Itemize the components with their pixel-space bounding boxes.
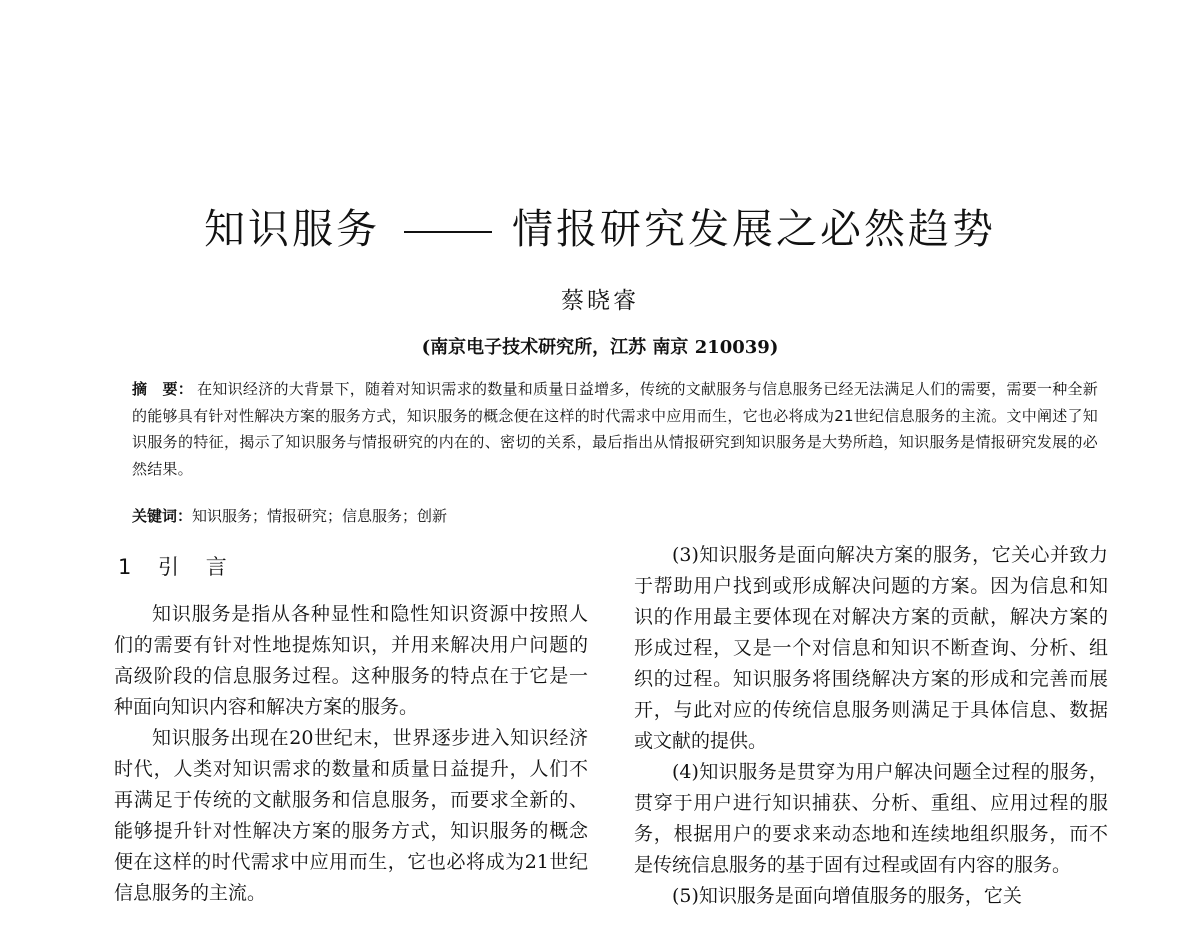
section-heading: 1 引 言 bbox=[118, 555, 237, 579]
abstract-label: 摘 要： bbox=[132, 380, 194, 398]
left-column bbox=[114, 540, 588, 909]
title-subtitle: 情报研究发展之必然趋势 bbox=[512, 205, 996, 253]
author-name: 蔡晓睿 bbox=[561, 288, 639, 314]
keywords-label: 关键词： bbox=[132, 507, 193, 525]
title-dash bbox=[404, 231, 492, 233]
keywords-text: 知识服务；情报研究；信息服务；创新 bbox=[192, 507, 448, 525]
keywords bbox=[132, 505, 1098, 526]
right-column bbox=[634, 540, 1108, 912]
title-main: 知识服务 bbox=[204, 205, 380, 253]
affiliation: (南京电子技术研究所，江苏 南京 210039) bbox=[421, 337, 779, 358]
body-paragraph: (5)知识服务是面向增值服务的服务，它关 bbox=[672, 885, 1022, 907]
paper-title bbox=[0, 196, 1200, 255]
abstract-text: 在知识经济的大背景下，随着对知识需求的数量和质量日益增多，传统的文献服务与信息服务已经无法满足人们的需要，需要一种全新的能够具有针对性解决方案的服务方式，知识服务的概念便在这样的时代需求中应用而生，它也必将成为21世纪信息服务的主流。文中阐述了知识服务的特征，揭示了知识服务与情报研究的内在的、密切的关系，最后指出从情报研究到知识服务是大势所趋，知识服务是情报研究发展的必然结果。 bbox=[132, 380, 1098, 478]
body-paragraph: 知识服务出现在20世纪末，世界逐步进入知识经济时代，人类对知识需求的数量和质量日益提升，人们不再满足于传统的文献服务和信息服务，而要求全新的、能够提升针对性解决方案的服务方式，知识服务的概念便在这样的时代需求中应用而生，它也必将成为21世纪信息服务的主流。 bbox=[114, 727, 588, 904]
body-paragraph: 知识服务是指从各种显性和隐性知识资源中按照人们的需要有针对性地提炼知识，并用来解决用户问题的高级阶段的信息服务过程。这种服务的特点在于它是一种面向知识内容和解决方案的服务。 bbox=[114, 603, 588, 718]
body-paragraph: (3)知识服务是面向解决方案的服务，它关心并致力于帮助用户找到或形成解决问题的方案。因为信息和知识的作用最主要体现在对解决方案的贡献，解决方案的形成过程，又是一个对信息和知识不断查询、分析、组织的过程。知识服务将围绕解决方案的形成和完善而展开，与此对应的传统信息服务则满足于具体信息、数据或文献的提供。 bbox=[634, 544, 1108, 752]
body-paragraph: (4)知识服务是贯穿为用户解决问题全过程的服务，贯穿于用户进行知识捕获、分析、重组、应用过程的服务，根据用户的要求来动态地和连续地组织服务，而不是传统信息服务的基于固有过程或固有内容的服务。 bbox=[634, 761, 1108, 876]
abstract bbox=[132, 376, 1098, 482]
